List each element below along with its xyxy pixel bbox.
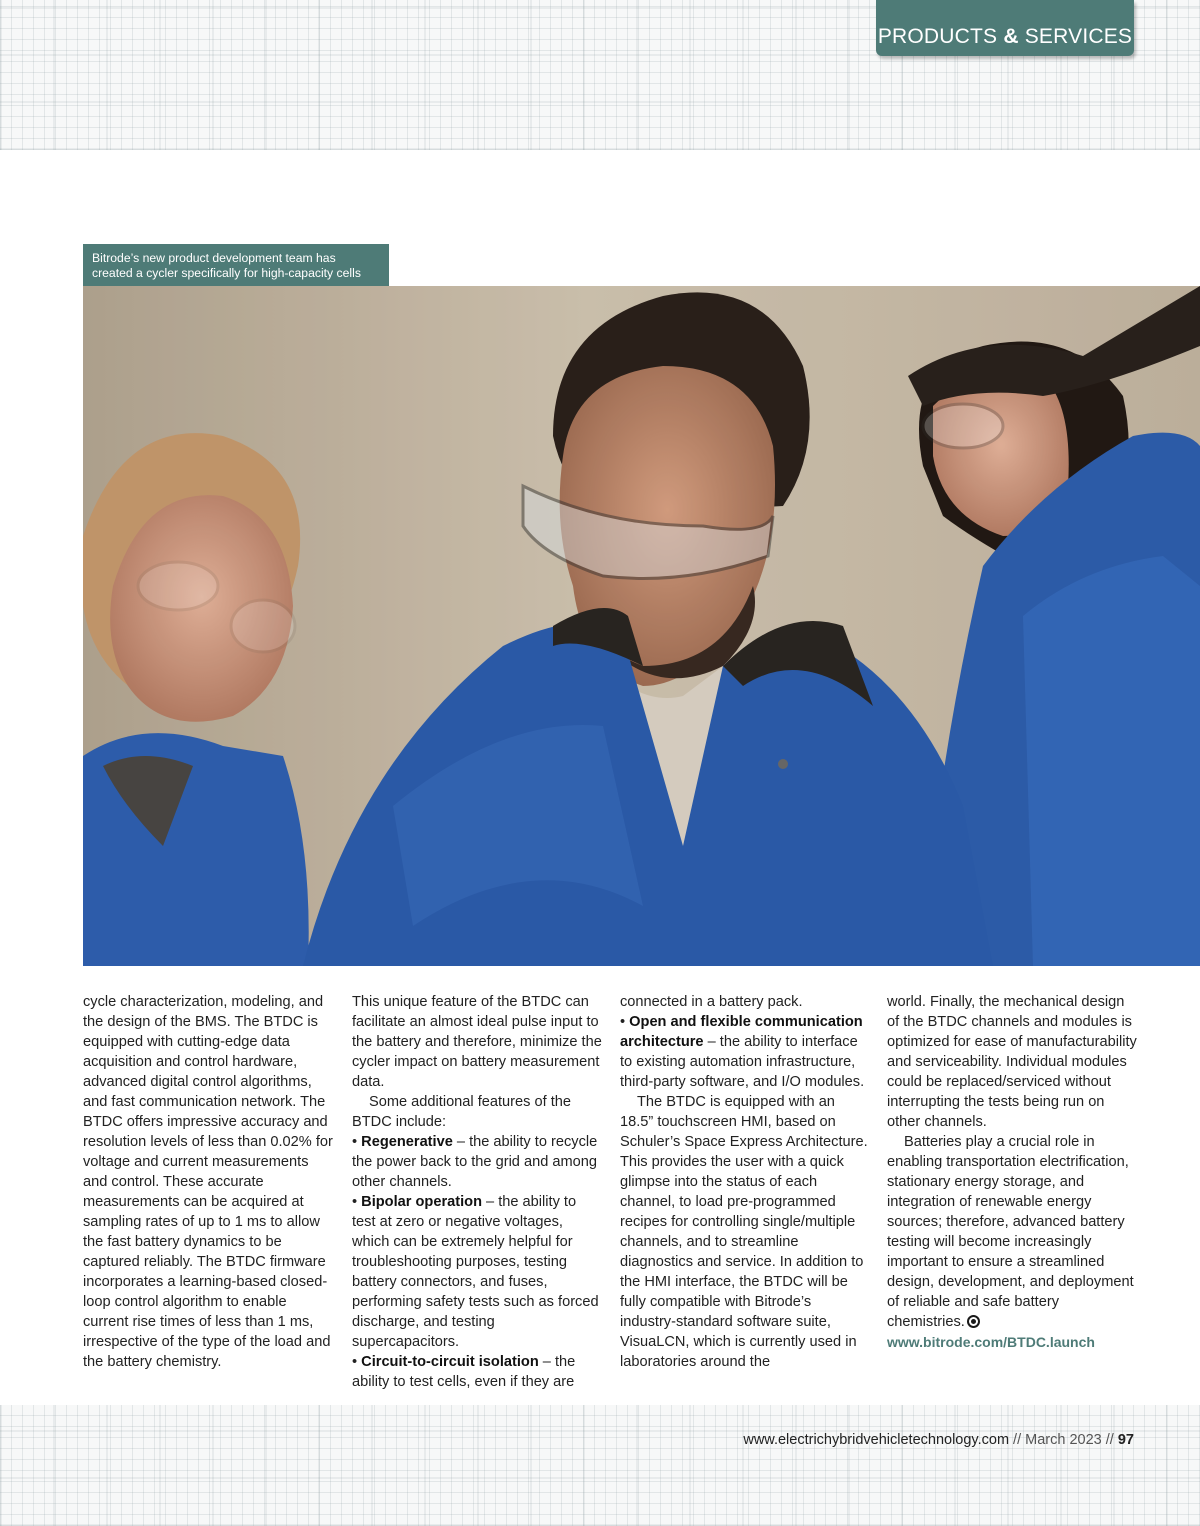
section-tab (876, 0, 1134, 56)
section-tab-word-2: SERVICES (1018, 25, 1133, 48)
page-number: 97 (1117, 1432, 1134, 1448)
text-column-1 (83, 992, 333, 1372)
bullet-bipolar-title: Bipolar operation (361, 1194, 482, 1210)
bullet-regenerative-text: – the ability to recycle the power back to the grid and among other channels. (352, 1134, 598, 1190)
col3-paragraph-2: The BTDC is equipped with an 18.5” touchscreen HMI, based on Schuler’s Space Express Architecture. This provides the user with a quick glimpse into the status of each channel, to load pre-programmed recipes for controlling single/multiple channels, and to streamline diagnostics and service. In addition to the HMI interface, the BTDC will be fully compatible with Bitrode’s industry-standard software suite, VisuaLCN, which is currently used in laboratories around the (620, 1094, 868, 1370)
caption-line-2: created a cycler specifically for high-capacity cells (92, 266, 361, 280)
bullet-isolation-text: – the ability to test cells, even if they are (352, 1354, 576, 1390)
article-photo (83, 286, 1200, 966)
section-tab-word-1: PRODUCTS (877, 25, 1004, 48)
section-tab-ampersand: & (1003, 25, 1019, 48)
footer-separator-2: // (1101, 1432, 1118, 1448)
text-column-4 (887, 992, 1137, 1353)
bottom-grid-background (0, 1405, 1200, 1526)
bullet-bipolar-text: – the ability to test at zero or negative voltages, which can be extremely helpful for troubleshooting purposes, testing battery connectors, and fuses, performing safety tests such as forced discharge, and testing supercapacitors. (352, 1194, 599, 1350)
footer-site-url[interactable]: www.electrichybridvehicletechnology.com (743, 1432, 1010, 1448)
col2-paragraph-2: Some additional features of the BTDC include: (352, 1094, 572, 1130)
bullet-isolation: • Circuit-to-circuit isolation – the ability to test cells, even if they are (352, 1354, 576, 1390)
col4-paragraph-1: world. Finally, the mechanical design of the BTDC channels and modules is optimized for ease of manufacturability and serviceability. Individual modules could be replaced/serviced without interrupting the tests being run on other channels. (887, 994, 1137, 1130)
bullet-communication-title: Open and flexible communication architecture (620, 1014, 863, 1050)
col4-paragraph-2-text: Batteries play a crucial role in enabling transportation electrification, stationary energy storage, and integration of renewable energy sources; therefore, advanced battery testing will become increasingly important to ensure a streamlined design, development, and deployment of reliable and safe battery chemistries. (887, 1134, 1134, 1330)
col4-link-line (887, 1332, 1137, 1353)
bitrode-link[interactable]: www.bitrode.com/BTDC.launch (887, 1334, 1095, 1350)
col3-paragraph-1: connected in a battery pack. (620, 994, 803, 1010)
col1-paragraph-1: cycle characterization, modeling, and the design of the BMS. The BTDC is equipped with cutting-edge data acquisition and control hardware, advanced digital control algorithms, and fast communication network. The BTDC offers impressive accuracy and resolution levels of less than 0.02% for voltage and current measurements and control. These accurate measurements can be acquired at sampling rates of up to 1 ms to allow the fast battery dynamics to be captured reliably. The BTDC firmware incorporates a learning-based closed-loop control algorithm to enable current rise times of less than 1 ms, irrespective of the type of the load and the battery chemistry. (83, 994, 333, 1370)
section-tab-label (876, 24, 1134, 50)
end-of-article-icon (967, 1315, 980, 1328)
col4-paragraph-2 (887, 1132, 1137, 1332)
col2-paragraph-1: This unique feature of the BTDC can facilitate an almost ideal pulse input to the battery and therefore, minimize the cycler impact on battery measurement data. (352, 994, 602, 1090)
caption-line-1: Bitrode’s new product development team has (92, 251, 336, 265)
text-column-2 (352, 992, 602, 1392)
page-footer (743, 1432, 1134, 1448)
footer-date: March 2023 (1025, 1432, 1102, 1448)
bullet-communication: • Open and flexible communication architecture – the ability to interface to existing automation infrastructure, third-party software, and I/O modules. (620, 1014, 865, 1090)
bullet-communication-text: – the ability to interface to existing automation infrastructure, third-party software, and I/O modules. (620, 1034, 865, 1090)
text-column-3 (620, 992, 870, 1372)
bullet-regenerative-title: Regenerative (361, 1134, 453, 1150)
photo-three-engineers-icon (83, 286, 1200, 966)
footer-separator-1: // (1009, 1432, 1026, 1448)
bullet-bipolar: • Bipolar operation – the ability to test at zero or negative voltages, which can be extremely helpful for troubleshooting purposes, testing battery connectors, and fuses, performing safety tests such as forced discharge, and testing supercapacitors. (352, 1194, 599, 1350)
bullet-regenerative: • Regenerative – the ability to recycle the power back to the grid and among other channels. (352, 1134, 598, 1190)
bullet-isolation-title: Circuit-to-circuit isolation (361, 1354, 539, 1370)
